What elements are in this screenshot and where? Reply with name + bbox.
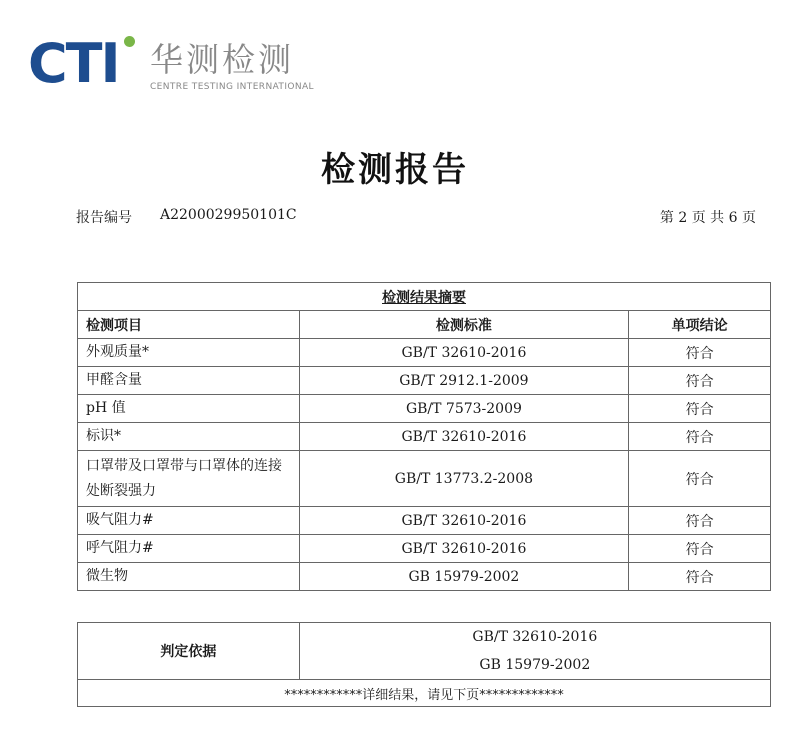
row-item: 外观质量* [78, 339, 300, 367]
row-standard: GB/T 7573-2009 [299, 395, 629, 423]
logo-chinese-name: 华测检测 [150, 40, 294, 79]
report-number: A2200029950101C [160, 207, 297, 223]
row-item: 标识* [78, 423, 300, 451]
row-result: 符合 [629, 563, 771, 591]
row-standard: GB 15979-2002 [299, 563, 629, 591]
judgment-basis-label: 判定依据 [78, 623, 300, 680]
row-result: 符合 [629, 423, 771, 451]
row-item: pH 值 [78, 395, 300, 423]
row-standard: GB/T 2912.1-2009 [299, 367, 629, 395]
logo-english-name: CENTRE TESTING INTERNATIONAL [150, 82, 314, 92]
page-indicator: 第 2 页 共 6 页 [659, 210, 756, 226]
row-result: 符合 [629, 395, 771, 423]
row-result: 符合 [629, 339, 771, 367]
judgment-basis-standards [299, 623, 770, 680]
header-test-item: 检测项目 [78, 311, 300, 339]
summary-table-caption [78, 283, 771, 311]
row-result: 符合 [629, 367, 771, 395]
row-item: 吸气阻力# [78, 507, 300, 535]
summary-table [77, 282, 771, 591]
table-row [78, 451, 771, 507]
judgment-basis-table [77, 622, 771, 707]
header-test-standard: 检测标准 [299, 311, 629, 339]
logo-dot-icon [124, 36, 135, 47]
table-row [78, 507, 771, 535]
table-row [78, 395, 771, 423]
row-result: 符合 [629, 451, 771, 507]
row-result: 符合 [629, 507, 771, 535]
row-result: 符合 [629, 535, 771, 563]
row-item: 口罩带及口罩带与口罩体的连接处断裂强力 [78, 451, 300, 507]
row-item: 呼气阻力# [78, 535, 300, 563]
table-row [78, 563, 771, 591]
header-conclusion: 单项结论 [629, 311, 771, 339]
row-item: 微生物 [78, 563, 300, 591]
logo-brand-text: CTI [28, 32, 119, 95]
row-standard: GB/T 32610-2016 [299, 339, 629, 367]
table-row [78, 339, 771, 367]
table-row [78, 423, 771, 451]
row-standard: GB/T 32610-2016 [299, 507, 629, 535]
basis-standard: GB/T 32610-2016 [472, 629, 598, 645]
summary-caption-text: 检测结果摘要 [382, 289, 466, 306]
row-standard: GB/T 13773.2-2008 [299, 451, 629, 507]
basis-standard: GB 15979-2002 [479, 657, 591, 673]
page-title: 检测报告 [321, 150, 469, 190]
row-item: 甲醛含量 [78, 367, 300, 395]
next-page-note: ************详细结果，请见下页************* [78, 680, 771, 707]
report-number-label: 报告编号 [76, 210, 132, 226]
row-standard: GB/T 32610-2016 [299, 423, 629, 451]
table-row [78, 367, 771, 395]
row-standard: GB/T 32610-2016 [299, 535, 629, 563]
table-row [78, 535, 771, 563]
company-logo [28, 32, 314, 98]
